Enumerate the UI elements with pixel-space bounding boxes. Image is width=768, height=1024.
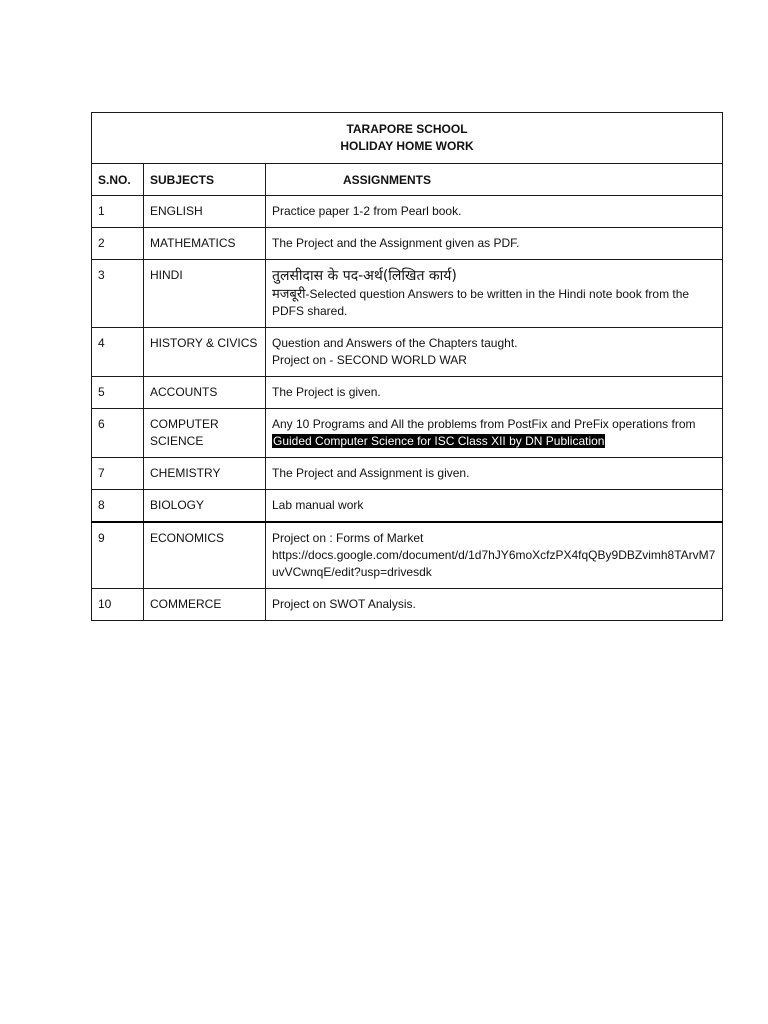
- table-row: [92, 458, 723, 490]
- row-subject: COMPUTER SCIENCE: [144, 409, 266, 458]
- row-assignment: Lab manual work: [266, 490, 723, 523]
- header-assignments: ASSIGNMENTS: [266, 164, 723, 196]
- header-subjects: SUBJECTS: [144, 164, 266, 196]
- row-sno: 9: [92, 522, 144, 589]
- row-sno: 4: [92, 328, 144, 377]
- row-assignment: [266, 260, 723, 328]
- hindi-detail-text: -Selected question Answers to be written in the Hindi note book from the PDFS shared.: [272, 287, 690, 318]
- header-row: [92, 164, 723, 196]
- row-sno: 7: [92, 458, 144, 490]
- row-assignment: [266, 522, 723, 589]
- row-subject: HISTORY & CIVICS: [144, 328, 266, 377]
- row-sno: 10: [92, 589, 144, 621]
- row-subject: MATHEMATICS: [144, 228, 266, 260]
- row-assignment: The Project and Assignment is given.: [266, 458, 723, 490]
- row-subject: ECONOMICS: [144, 522, 266, 589]
- row-assignment: Project on SWOT Analysis.: [266, 589, 723, 621]
- row-subject: COMMERCE: [144, 589, 266, 621]
- document-link[interactable]: https://docs.google.com/document/d/1d7hJY6moXcfzPX4fqQBy9DBZvimh8TArvM7uvVCwnqE/edit?usp=drivesdk: [272, 548, 716, 579]
- row-sno: 5: [92, 377, 144, 409]
- table-row: [92, 328, 723, 377]
- row-subject: BIOLOGY: [144, 490, 266, 523]
- row-sno: 3: [92, 260, 144, 328]
- assignment-line: Project on : Forms of Market: [272, 531, 424, 545]
- row-assignment: [266, 328, 723, 377]
- table-row: [92, 228, 723, 260]
- homework-sheet: [91, 112, 723, 621]
- title-cell: [92, 113, 723, 164]
- homework-table: [91, 112, 723, 621]
- row-sno: 2: [92, 228, 144, 260]
- row-sno: 1: [92, 196, 144, 228]
- row-subject: CHEMISTRY: [144, 458, 266, 490]
- table-row: [92, 589, 723, 621]
- header-sno: S.NO.: [92, 164, 144, 196]
- assignment-line: Question and Answers of the Chapters taught.: [272, 336, 518, 350]
- highlighted-book-title: Guided Computer Science for ISC Class XII by DN Publication: [273, 434, 605, 448]
- row-subject: HINDI: [144, 260, 266, 328]
- assignment-line: Project on - SECOND WORLD WAR: [272, 353, 467, 367]
- row-subject: ACCOUNTS: [144, 377, 266, 409]
- row-assignment: The Project and the Assignment given as PDF.: [266, 228, 723, 260]
- table-row: [92, 377, 723, 409]
- row-sno: 8: [92, 490, 144, 523]
- table-row: [92, 522, 723, 589]
- school-name: TARAPORE SCHOOL: [346, 122, 468, 136]
- table-row: [92, 490, 723, 523]
- row-assignment: [266, 409, 723, 458]
- row-subject: ENGLISH: [144, 196, 266, 228]
- hindi-word: मजबूरी: [272, 287, 306, 302]
- hindi-assignment-line: तुलसीदास के पद-अर्थ(लिखित कार्य): [272, 268, 457, 284]
- row-assignment: Practice paper 1-2 from Pearl book.: [266, 196, 723, 228]
- row-assignment: The Project is given.: [266, 377, 723, 409]
- row-sno: 6: [92, 409, 144, 458]
- document-title: HOLIDAY HOME WORK: [340, 139, 474, 153]
- assignment-text: Any 10 Programs and All the problems from PostFix and PreFix operations from: [272, 417, 696, 431]
- table-row: [92, 409, 723, 458]
- table-row: [92, 260, 723, 328]
- hindi-assignment-detail: [272, 286, 717, 320]
- title-row: [92, 113, 723, 164]
- table-row: [92, 196, 723, 228]
